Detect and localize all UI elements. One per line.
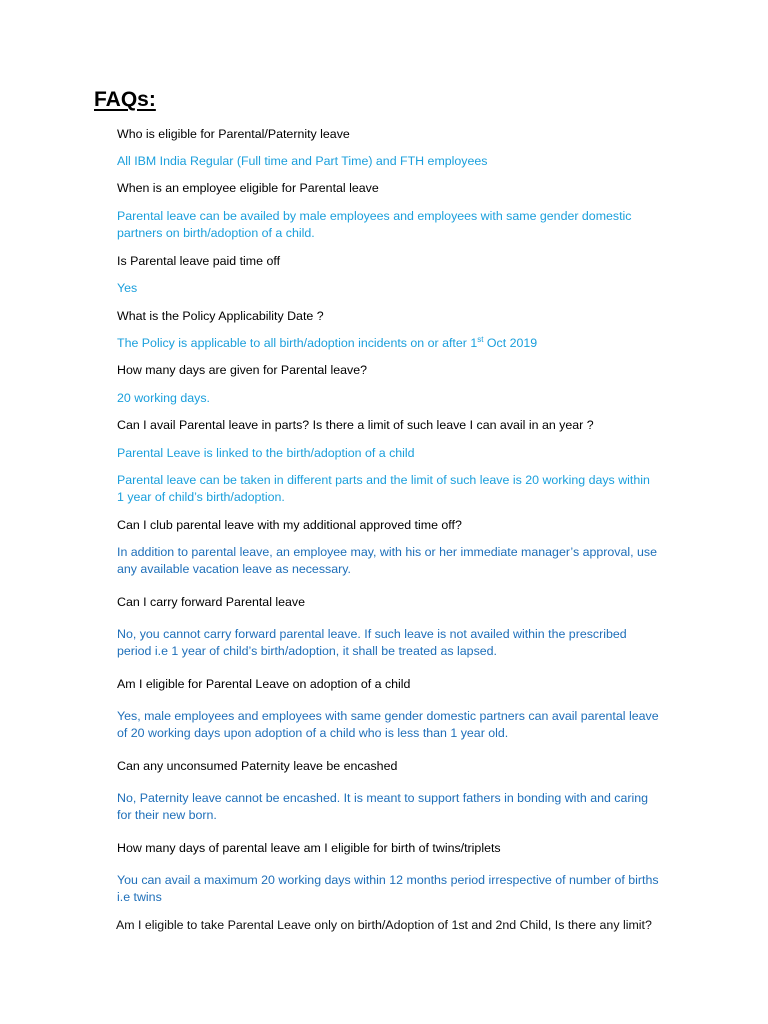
faq-question-12: Am I eligible to take Parental Leave only on birth/Adoption of 1st and 2nd Child, Is there any limit? — [116, 918, 652, 932]
faq-answer-9: Yes, male employees and employees with same gender domestic partners can avail parental leave of 20 working days upon adoption of a child who is less than 1 year old. — [117, 709, 659, 740]
faq-answer-3: Yes — [117, 281, 138, 295]
faq-answer-6b: Parental leave can be taken in different parts and the limit of such leave is 20 working days within 1 year of child’s birth/adoption. — [117, 473, 650, 504]
faq-answer-2: Parental leave can be availed by male employees and employees with same gender domestic partners on birth/adoption of a child. — [117, 209, 632, 240]
faq-question-10: Can any unconsumed Paternity leave be encashed — [117, 759, 398, 773]
faq-answer-7: In addition to parental leave, an employee may, with his or her immediate manager’s approval, use any available vacation leave as necessary. — [117, 545, 657, 576]
faq-answer-4 — [117, 335, 677, 352]
faq-answer-4-superscript: st — [477, 334, 484, 344]
faq-answer-6a: Parental Leave is linked to the birth/adoption of a child — [117, 446, 415, 460]
faq-question-9: Am I eligible for Parental Leave on adoption of a child — [117, 677, 411, 691]
page-title: FAQs: — [94, 88, 156, 111]
faq-question-11: How many days of parental leave am I eligible for birth of twins/triplets — [117, 841, 501, 855]
faq-answer-1: All IBM India Regular (Full time and Part Time) and FTH employees — [117, 154, 488, 168]
faq-question-5: How many days are given for Parental leave? — [117, 363, 368, 377]
faq-answer-11: You can avail a maximum 20 working days within 12 months period irrespective of number of births i.e twins — [117, 873, 659, 904]
faq-answer-8: No, you cannot carry forward parental leave. If such leave is not availed within the prescribed period i.e 1 year of child’s birth/adoption, it shall be treated as lapsed. — [117, 627, 627, 658]
faq-question-8: Can I carry forward Parental leave — [117, 595, 306, 609]
faq-answer-10: No, Paternity leave cannot be encashed. It is meant to support fathers in bonding with and caring for their new born. — [117, 791, 649, 822]
faq-answer-4-text: The Policy is applicable to all birth/adoption incidents on or after 1 — [117, 336, 478, 350]
faq-question-4: What is the Policy Applicability Date ? — [117, 309, 324, 323]
faq-question-6: Can I avail Parental leave in parts? Is there a limit of such leave I can avail in an year ? — [117, 418, 594, 432]
faq-question-1: Who is eligible for Parental/Paternity leave — [117, 127, 350, 141]
faq-answer-5: 20 working days. — [117, 391, 210, 405]
faq-question-3: Is Parental leave paid time off — [117, 254, 281, 268]
faq-question-2: When is an employee eligible for Parental leave — [117, 181, 379, 195]
faq-answer-4-date: Oct 2019 — [483, 336, 538, 350]
faq-question-7: Can I club parental leave with my additional approved time off? — [117, 518, 462, 532]
